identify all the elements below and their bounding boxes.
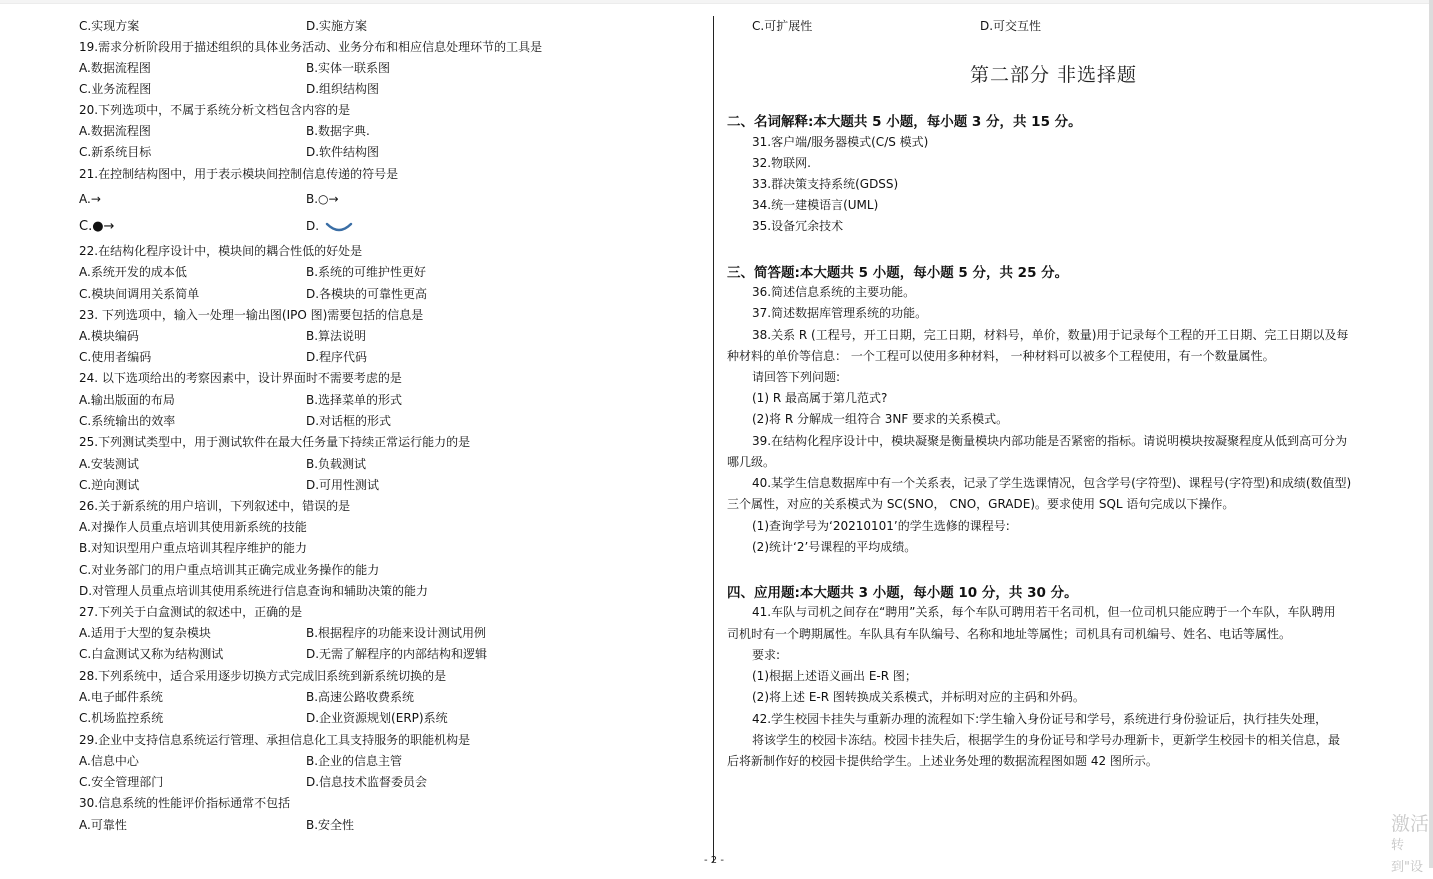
part-two-title: 第二部分 非选择题 <box>970 64 1138 86</box>
q22-options-cd <box>79 286 428 302</box>
q22-stem: 22.在结构化程序设计中，模块间的耦合性低的好处是 <box>79 244 363 258</box>
option-d: D.组织结构图 <box>306 82 380 96</box>
q27-options-ab <box>79 625 487 641</box>
q25-options-ab <box>79 456 367 472</box>
option-a: A.系统开发的成本低 <box>79 265 187 279</box>
q38-line1: 38.关系 R (工程号，开工日期，完工日期，材料号，单价，数量)用于记录每个工程的开工日期、完工日期以及每 <box>752 328 1349 342</box>
q42-line3: 后将新制作好的校园卡提供给学生。上述业务处理的数据流程图如题 42 图所示。 <box>727 754 1158 768</box>
q20-stem: 20.下列选项中，不属于系统分析文档包含内容的是 <box>79 103 351 117</box>
q26-option-c: C.对业务部门的用户重点培训其正确完成业务操作的能力 <box>79 563 380 577</box>
option-b: B.○→ <box>306 192 339 206</box>
option-b: B.负载测试 <box>306 457 367 471</box>
option-c: C.使用者编码 <box>79 350 152 364</box>
q40-sub1: (1)查询学号为‘20210101’的学生选修的课程号: <box>752 519 1010 533</box>
option-d: D.信息技术监督委员会 <box>306 775 428 789</box>
option-a: A.电子邮件系统 <box>79 690 163 704</box>
q22-options-ab <box>79 264 427 280</box>
option-d <box>306 218 353 234</box>
option-b: B.企业的信息主管 <box>306 754 403 768</box>
q26-stem: 26.关于新系统的用户培训，下列叙述中，错误的是 <box>79 499 351 513</box>
q27-stem: 27.下列关于白盒测试的叙述中，正确的是 <box>79 605 303 619</box>
q23-options-cd <box>79 349 368 365</box>
q37: 37.简述数据库管理系统的功能。 <box>752 306 928 320</box>
option-b: B.安全性 <box>306 818 355 832</box>
q42-line1: 42.学生校园卡挂失与重新办理的流程如下:学生输入身份证号和学号，系统进行身份验证后，执行挂失处理， <box>752 712 1328 726</box>
section-4-heading: 四、应用题:本大题共 3 小题，每小题 10 分，共 30 分。 <box>727 585 1078 601</box>
option-a: A.模块编码 <box>79 329 139 343</box>
q40-line2: 三个属性，对应的关系模式为 SC(SNO， CNO，GRADE)。要求使用 SQL 语句完成以下操作。 <box>727 497 1235 511</box>
page-number: - 2 - <box>704 855 724 866</box>
q26-option-a: A.对操作人员重点培训其使用新系统的技能 <box>79 520 307 534</box>
option-d: D.可交互性 <box>980 19 1042 33</box>
q31: 31.客户端/服务器模式(C/S 模式) <box>752 135 929 149</box>
q41-sub2: (2)将上述 E-R 图转换成关系模式，并标明对应的主码和外码。 <box>752 690 1085 704</box>
section-2-heading: 二、名词解释:本大题共 5 小题，每小题 3 分，共 15 分。 <box>727 114 1082 130</box>
q28-stem: 28.下列系统中，适合采用逐步切换方式完成旧系统到新系统切换的是 <box>79 669 447 683</box>
q27-options-cd <box>79 646 488 662</box>
q41-line1: 41.车队与司机之间存在“聘用”关系，每个车队可聘用若干名司机，但一位司机只能应聘于一个车队，车队聘用 <box>752 605 1336 619</box>
option-c: C.可扩展性 <box>752 19 813 33</box>
option-b: B.算法说明 <box>306 329 367 343</box>
option-b: B.高速公路收费系统 <box>306 690 415 704</box>
option-c: C.逆向测试 <box>79 478 140 492</box>
option-b: B.选择菜单的形式 <box>306 393 403 407</box>
q21-options-cd <box>79 218 320 235</box>
option-c: C.新系统目标 <box>79 145 152 159</box>
q38-sub1: (1) R 最高属于第几范式? <box>752 391 888 405</box>
q33: 33.群决策支持系统(GDSS) <box>752 177 899 191</box>
option-c: C.安全管理部门 <box>79 775 164 789</box>
q25-options-cd <box>79 477 380 493</box>
vertical-scrollbar[interactable] <box>1429 0 1433 868</box>
option-a: A.数据流程图 <box>79 61 151 75</box>
option-c: C.模块间调用关系简单 <box>79 287 200 301</box>
option-b: B.数据字典. <box>306 124 370 138</box>
option-d: D.实施方案 <box>306 19 368 33</box>
q35: 35.设备冗余技术 <box>752 219 844 233</box>
q39-line1: 39.在结构化程序设计中，模块凝聚是衡量模块内部功能是否紧密的指标。请说明模块按凝聚程度从低到高可分为 <box>752 434 1348 448</box>
q34: 34.统一建模语言(UML) <box>752 198 879 212</box>
q19-options-cd <box>79 81 380 97</box>
q30-options-cd <box>752 18 1042 34</box>
option-d: D.各模块的可靠性更高 <box>306 287 428 301</box>
option-d: D.程序代码 <box>306 350 368 364</box>
q41-line2: 司机时有一个聘期属性。车队具有车队编号、名称和地址等属性；司机具有司机编号、姓名、电话等属性。 <box>727 627 1292 641</box>
option-c: C.系统输出的效率 <box>79 414 176 428</box>
option-a: A.输出版面的布局 <box>79 393 175 407</box>
q41-line3: 要求: <box>752 648 781 662</box>
q24-stem: 24. 以下选项给出的考察因素中，设计界面时不需要考虑的是 <box>79 371 402 385</box>
q38-sub2: (2)将 R 分解成一组符合 3NF 要求的关系模式。 <box>752 412 1009 426</box>
watermark-line1: 激活 <box>1391 813 1430 835</box>
q41-sub1: (1)根据上述语义画出 E-R 图； <box>752 669 917 683</box>
option-a: A.适用于大型的复杂模块 <box>79 626 211 640</box>
q26-option-b: B.对知识型用户重点培训其程序维护的能力 <box>79 541 308 555</box>
q24-options-ab <box>79 392 403 408</box>
option-d: D.企业资源规划(ERP)系统 <box>306 711 448 725</box>
option-b: B.系统的可维护性更好 <box>306 265 427 279</box>
q29-options-cd <box>79 774 428 790</box>
option-c: C.机场监控系统 <box>79 711 164 725</box>
q24-options-cd <box>79 413 392 429</box>
q21-options-ab <box>79 191 339 207</box>
q30-options-ab <box>79 817 355 833</box>
q26-option-d: D.对管理人员重点培训其使用系统进行信息查询和辅助决策的能力 <box>79 584 429 598</box>
q20-options-ab <box>79 123 370 139</box>
option-c: C.●→ <box>79 219 115 234</box>
q23-options-ab <box>79 328 367 344</box>
option-b: B.根据程序的功能来设计测试用例 <box>306 626 487 640</box>
option-c: C.白盒测试又称为结构测试 <box>79 647 224 661</box>
option-b: B.实体一联系图 <box>306 61 391 75</box>
q39-line2: 哪几级。 <box>727 455 776 469</box>
q18-options-cd <box>79 18 368 34</box>
option-d: D.对话框的形式 <box>306 414 392 428</box>
q29-options-ab <box>79 753 403 769</box>
option-d-label: D. <box>306 219 320 233</box>
activation-watermark <box>1391 813 1433 879</box>
option-d: D.可用性测试 <box>306 478 380 492</box>
q36: 36.简述信息系统的主要功能。 <box>752 285 916 299</box>
option-c: C.业务流程图 <box>79 82 152 96</box>
section-3-heading: 三、简答题:本大题共 5 小题，每小题 5 分，共 25 分。 <box>727 265 1069 281</box>
q42-line2: 将该学生的校园卡冻结。校园卡挂失后，根据学生的身份证号和学号办理新卡，更新学生校园卡的相关信息，最 <box>752 733 1341 747</box>
option-a: A.安装测试 <box>79 457 139 471</box>
option-c: C.实现方案 <box>79 19 140 33</box>
q38-line2: 种材料的单价等信息： 一个工程可以使用多种材料， 一种材料可以被多个工程使用，有一个数量属性。 <box>727 349 1275 363</box>
q19-options-ab <box>79 60 391 76</box>
q28-options-ab <box>79 689 415 705</box>
option-a: A.→ <box>79 192 101 206</box>
q28-options-cd <box>79 710 448 726</box>
q40-sub2: (2)统计‘2’号课程的平均成绩。 <box>752 540 917 554</box>
q25-stem: 25.下列测试类型中，用于测试软件在最大任务量下持续正常运行能力的是 <box>79 435 471 449</box>
q23-stem: 23. 下列选项中，输入一处理一输出图(IPO 图)需要包括的信息是 <box>79 308 424 322</box>
option-d: D.软件结构图 <box>306 145 380 159</box>
q38-line3: 请回答下列问题: <box>752 370 841 384</box>
column-divider <box>713 16 714 862</box>
q19-stem: 19.需求分析阶段用于描述组织的具体业务活动、业务分布和相应信息处理环节的工具是 <box>79 40 543 54</box>
q32: 32.物联网. <box>752 156 811 170</box>
option-a: A.可靠性 <box>79 818 127 832</box>
option-d: D.无需了解程序的内部结构和逻辑 <box>306 647 488 661</box>
watermark-line2: 转到"设 <box>1391 838 1423 875</box>
q30-stem: 30.信息系统的性能评价指标通常不包括 <box>79 796 291 810</box>
q21-stem: 21.在控制结构图中，用于表示模块间控制信息传递的符号是 <box>79 167 399 181</box>
curved-arrow-icon <box>325 222 353 232</box>
option-a: A.数据流程图 <box>79 124 151 138</box>
option-a: A.信息中心 <box>79 754 139 768</box>
q40-line1: 40.某学生信息数据库中有一个关系表，记录了学生选课情况，包含学号(字符型)、课程号(字符型)和成绩(数值型) <box>752 476 1352 490</box>
q29-stem: 29.企业中支持信息系统运行管理、承担信息化工具支持服务的职能机构是 <box>79 733 471 747</box>
viewer-top-strip <box>0 0 1429 4</box>
q20-options-cd <box>79 144 380 160</box>
